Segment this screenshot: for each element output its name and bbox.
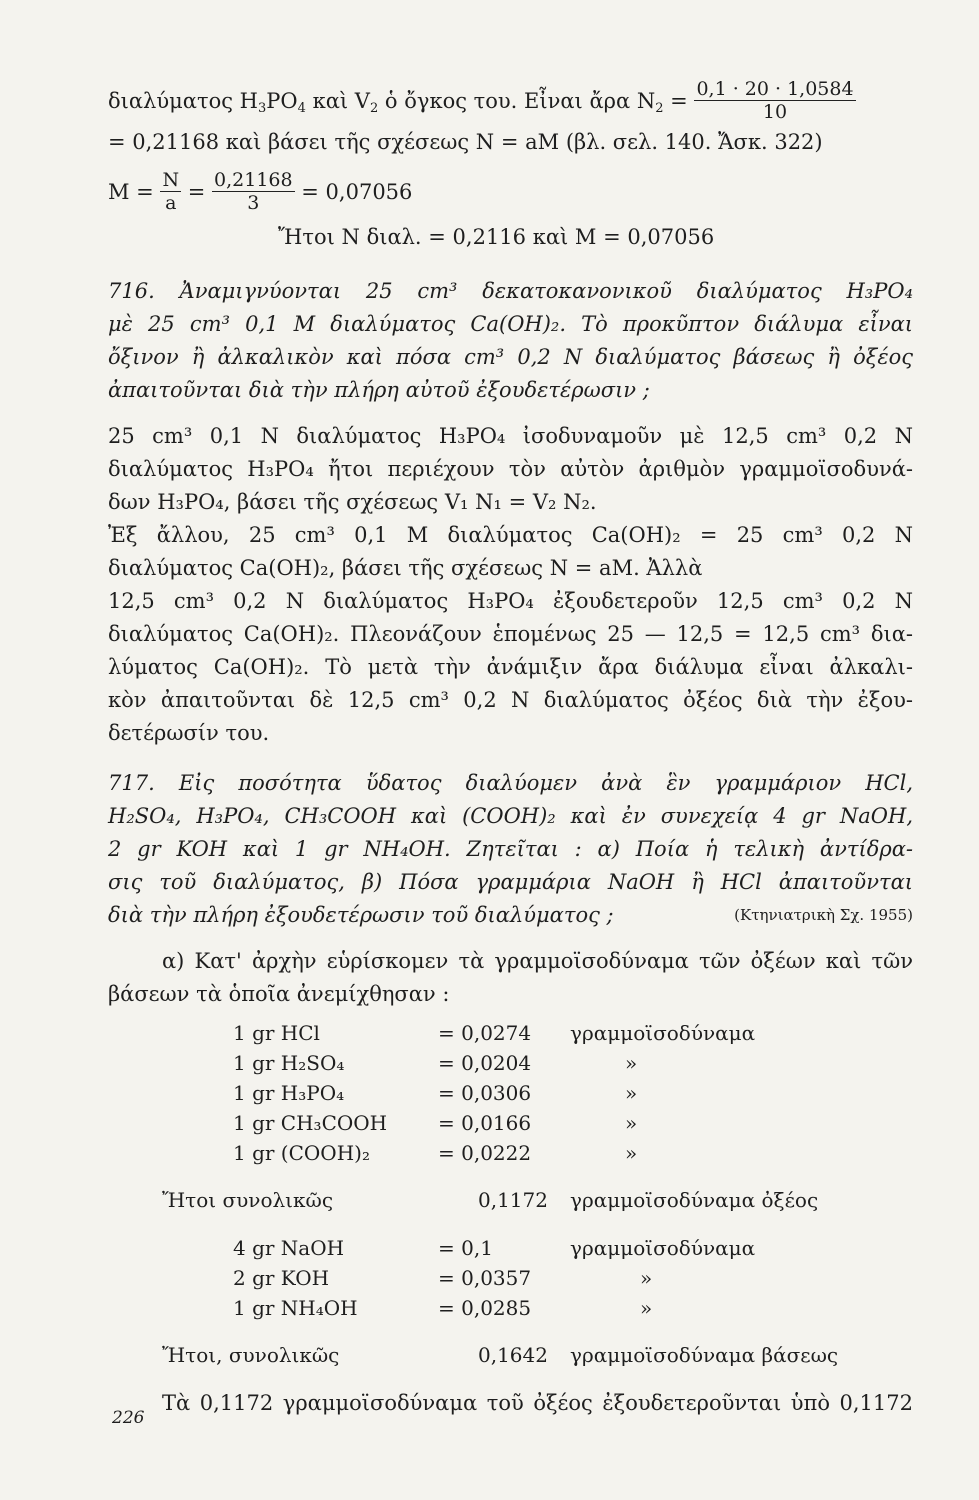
p716-question-1: 716. Ἀναμιγνύονται 25 cm³ δεκατοκανονικοῦ διαλύματος H₃PO₄ <box>108 279 913 303</box>
fraction-1-denominator: 10 <box>762 101 788 123</box>
calc-line-1-text-e: = <box>663 89 695 113</box>
base-row-3-unit: » <box>640 1296 653 1320</box>
fraction-3-denominator: 3 <box>247 192 260 214</box>
acid-row-5-eq: = 0,0222 <box>438 1141 532 1165</box>
p716-answer-9: κὸν ἀπαιτοῦνται δὲ 12,5 cm³ 0,2 N διαλύματος ὀξέος διὰ τὴν ἐξου- <box>108 688 913 712</box>
p717-question-5 <box>108 900 913 930</box>
fraction-2-denominator: a <box>165 192 177 214</box>
fraction-3-numerator: 0,21168 <box>214 169 293 191</box>
acid-row-1-name: 1 gr HCl <box>233 1021 320 1045</box>
base-row-2-eq: = 0,0357 <box>438 1266 532 1290</box>
calc-line-3-text-b: = <box>181 180 213 204</box>
calc-line-3 <box>108 171 913 216</box>
base-total-unit: γραμμοϊσοδύναμα βάσεως <box>570 1343 839 1367</box>
calc-line-3-text-a: M = <box>108 180 161 204</box>
base-total-label: Ἤτοι, συνολικῶς <box>162 1343 340 1367</box>
calc-line-3-text-c: = 0,07056 <box>294 180 413 204</box>
p717-intro-2: βάσεων τὰ ὁποῖα ἀνεμίχθησαν : <box>108 982 450 1006</box>
p716-answer-3: δων H₃PO₄, βάσει τῆς σχέσεως V₁ N₁ = V₂ N₂. <box>108 490 597 514</box>
base-total-value: 0,1642 <box>478 1343 548 1367</box>
base-row-3-name: 1 gr NH₄OH <box>233 1296 358 1320</box>
calc-line-2: = 0,21168 καὶ βάσει τῆς σχέσεως N = aM (βλ. σελ. 140. Ἄσκ. 322) <box>108 130 823 154</box>
p717-question-5-text: διὰ τὴν πλήρη ἐξουδετέρωσιν τοῦ διαλύματος ; <box>108 903 614 927</box>
page-number: 226 <box>112 1408 145 1428</box>
p716-answer-1: 25 cm³ 0,1 N διαλύματος H₃PO₄ ἰσοδυναμοῦν μὲ 12,5 cm³ 0,2 N <box>108 424 913 448</box>
p716-question-3: ὄξινον ἢ ἀλκαλικὸν καὶ πόσα cm³ 0,2 N διαλύματος βάσεως ἢ ὀξέος <box>108 345 913 369</box>
acid-row-3-unit: » <box>625 1081 638 1105</box>
p717-question-1: 717. Εἰς ποσότητα ὕδατος διαλύομεν ἀνὰ ἓν γραμμάριον HCl, <box>108 771 913 795</box>
acid-row-5-name: 1 gr (COOH)₂ <box>233 1141 370 1165</box>
p717-question-4: σις τοῦ διαλύματος, β) Πόσα γραμμάρια NaOH ἢ HCl ἀπαιτοῦνται <box>108 870 913 894</box>
base-row-1-name: 4 gr NaOH <box>233 1236 345 1260</box>
acid-total-unit: γραμμοϊσοδύναμα ὀξέος <box>570 1188 819 1212</box>
p716-answer-6: 12,5 cm³ 0,2 N διαλύματος H₃PO₄ ἐξουδετεροῦν 12,5 cm³ 0,2 N <box>108 589 913 613</box>
p716-question-4: ἀπαιτοῦνται διὰ τὴν πλήρη αὐτοῦ ἐξουδετέρωσιν ; <box>108 378 650 402</box>
acid-row-2-unit: » <box>625 1051 638 1075</box>
base-row-2-name: 2 gr KOH <box>233 1266 330 1290</box>
p716-answer-5: διαλύματος Ca(OH)₂, βάσει τῆς σχέσεως N = aM. Ἀλλὰ <box>108 556 703 580</box>
fraction-2-numerator: N <box>162 169 180 191</box>
base-row-1-eq: = 0,1 <box>438 1236 493 1260</box>
calc-line-4: Ἤτοι N διαλ. = 0,2116 καὶ M = 0,07056 <box>278 225 715 249</box>
acid-row-4-eq: = 0,0166 <box>438 1111 532 1135</box>
fraction-1 <box>694 78 855 123</box>
p716-answer-8: λύματος Ca(OH)₂. Τὸ μετὰ τὴν ἀνάμιξιν ἄρα διάλυμα εἶναι ἀλκαλι- <box>108 655 913 679</box>
acid-row-3-name: 1 gr H₃PO₄ <box>233 1081 345 1105</box>
sub-2b: 2 <box>655 101 664 116</box>
base-row-1-unit: γραμμοϊσοδύναμα <box>570 1236 756 1260</box>
p717-question-3: 2 gr KOH καὶ 1 gr NH₄OH. Ζητεῖται : α) Ποία ἡ τελικὴ ἀντίδρα- <box>108 837 913 861</box>
calc-line-1 <box>108 80 913 125</box>
acid-row-3-eq: = 0,0306 <box>438 1081 532 1105</box>
p716-answer-7: διαλύματος Ca(OH)₂. Πλεονάζουν ἑπομένως 25 — 12,5 = 12,5 cm³ δια- <box>108 622 913 646</box>
acid-row-2-name: 1 gr H₂SO₄ <box>233 1051 345 1075</box>
sub-4: 4 <box>297 101 306 116</box>
acid-total-label: Ἤτοι συνολικῶς <box>162 1188 334 1212</box>
p717-source: (Κτηνιατρικὴ Σχ. 1955) <box>734 906 913 924</box>
calc-line-1-text-c: καὶ V <box>305 89 370 113</box>
acid-row-4-name: 1 gr CH₃COOH <box>233 1111 388 1135</box>
p717-intro-1: α) Κατ' ἀρχὴν εὑρίσκομεν τὰ γραμμοϊσοδύναμα τῶν ὀξέων καὶ τῶν <box>162 949 913 973</box>
acid-row-2-eq: = 0,0204 <box>438 1051 532 1075</box>
p716-answer-2: διαλύματος H₃PO₄ ἤτοι περιέχουν τὸν αὐτὸν ἀριθμὸν γραμμοϊσοδυνά- <box>108 457 913 481</box>
p716-answer-4: Ἐξ ἄλλου, 25 cm³ 0,1 M διαλύματος Ca(OH)₂ = 25 cm³ 0,2 N <box>108 523 913 547</box>
fraction-2 <box>160 169 181 214</box>
p716-answer-10: δετέρωσίν του. <box>108 721 270 745</box>
calc-line-1-text-d: ὁ ὄγκος του. Εἶναι ἄρα N <box>378 89 656 113</box>
fraction-3 <box>212 169 295 214</box>
base-row-2-unit: » <box>640 1266 653 1290</box>
sub-2: 2 <box>369 101 379 116</box>
calc-line-1-text-b: PO <box>266 89 298 113</box>
acid-row-1-eq: = 0,0274 <box>438 1021 532 1045</box>
acid-row-4-unit: » <box>625 1111 638 1135</box>
acid-total-value: 0,1172 <box>478 1188 548 1212</box>
acid-row-1-unit: γραμμοϊσοδύναμα <box>570 1021 756 1045</box>
fraction-1-numerator: 0,1 · 20 · 1,0584 <box>696 78 854 100</box>
acid-row-5-unit: » <box>625 1141 638 1165</box>
final-line: Τὰ 0,1172 γραμμοϊσοδύναμα τοῦ ὀξέος ἐξουδετεροῦνται ὑπὸ 0,1172 <box>162 1391 913 1415</box>
sub-3: 3 <box>257 101 267 116</box>
p716-question-2: μὲ 25 cm³ 0,1 M διαλύματος Ca(OH)₂. Τὸ προκῦπτον διάλυμα εἶναι <box>108 312 913 336</box>
base-row-3-eq: = 0,0285 <box>438 1296 532 1320</box>
calc-line-1-text-a: διαλύματος H <box>108 89 258 113</box>
p717-question-2: H₂SO₄, H₃PO₄, CH₃COOH καὶ (COOH)₂ καὶ ἐν συνεχείᾳ 4 gr NaOH, <box>108 804 913 828</box>
